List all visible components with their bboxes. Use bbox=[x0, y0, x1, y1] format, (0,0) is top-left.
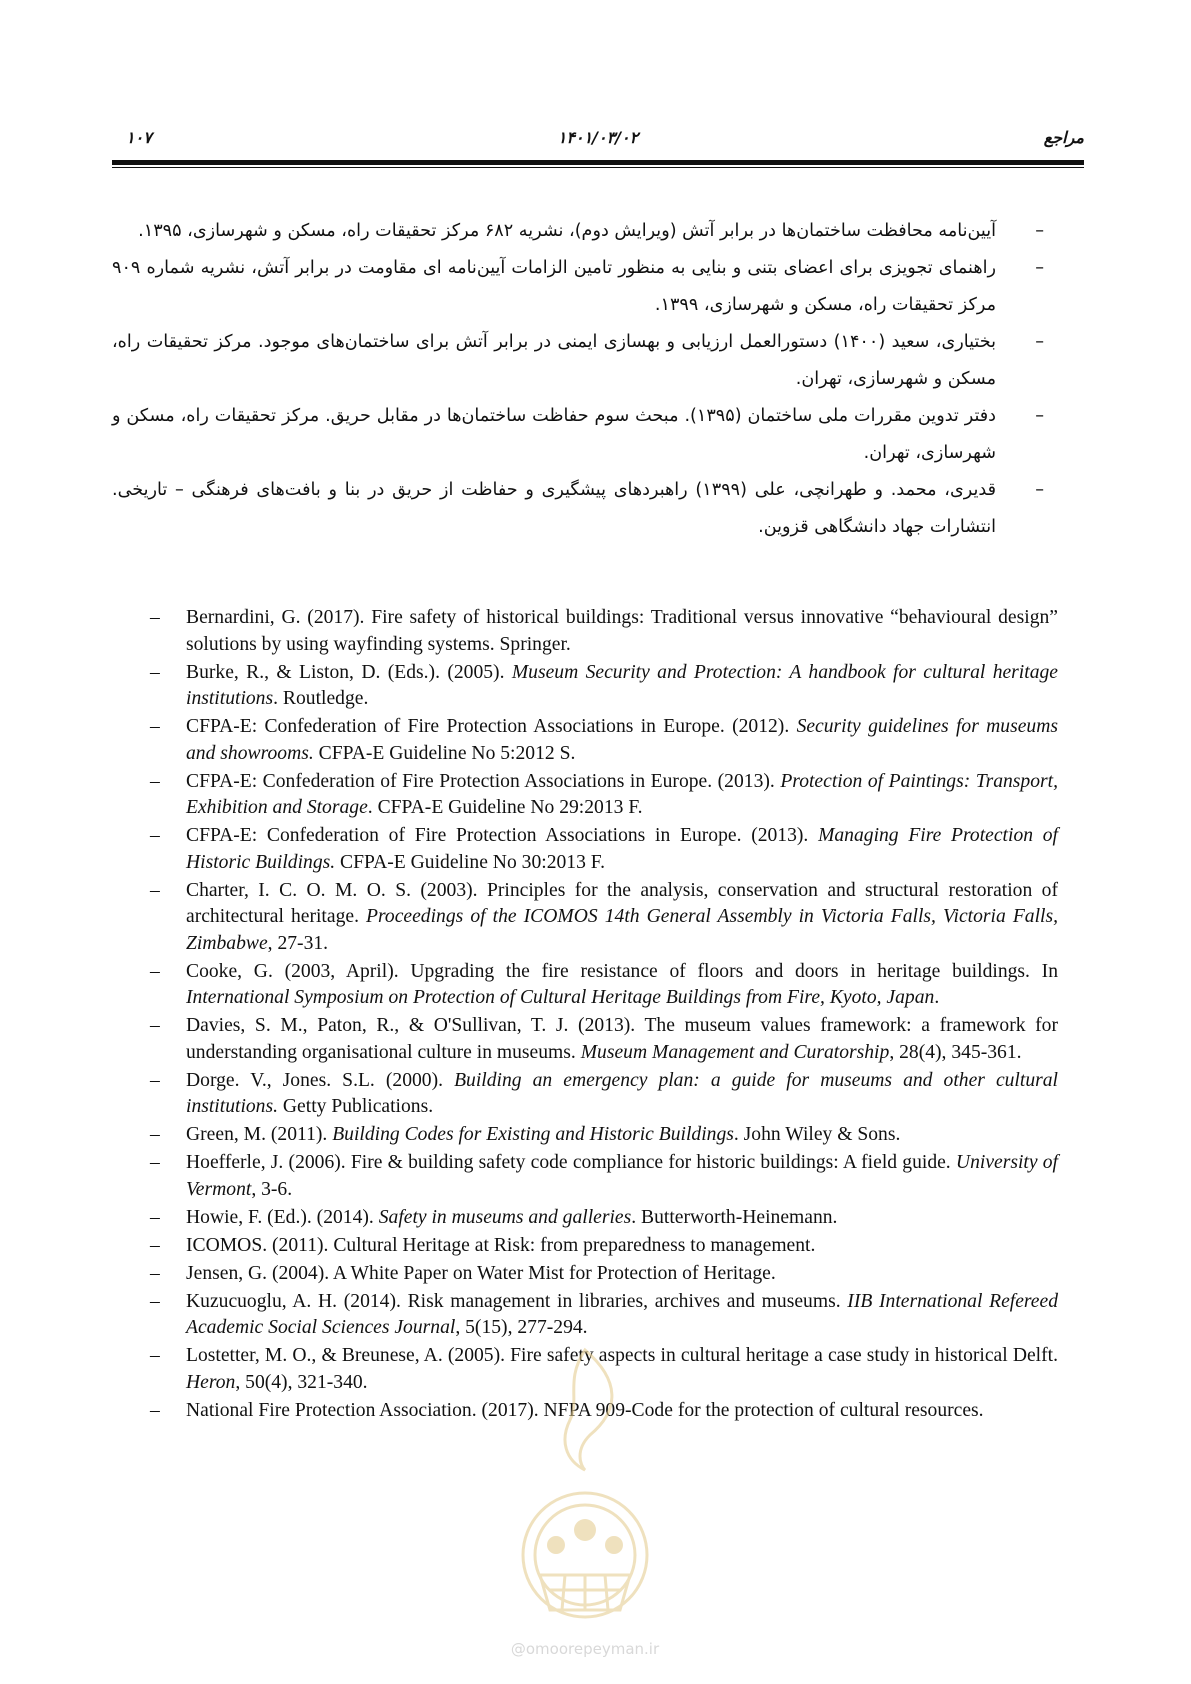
english-reference bbox=[150, 605, 1058, 658]
bullet-dash: – bbox=[150, 825, 160, 846]
english-reference bbox=[150, 878, 1058, 958]
reference-text: Jensen, G. (2004). A White Paper on Water Mist for Protection of Heritage. bbox=[186, 1262, 776, 1284]
reference-title: Proceedings of the ICOMOS 14th General Assembly in Victoria Falls, Victoria Falls, Zimbabwe bbox=[186, 906, 1059, 954]
bullet-dash: – bbox=[150, 1345, 160, 1366]
reference-tail: . John Wiley & Sons. bbox=[733, 1124, 901, 1145]
english-reference bbox=[150, 769, 1058, 822]
persian-reference bbox=[112, 324, 1044, 398]
english-reference bbox=[150, 1013, 1058, 1066]
reference-title: Building an emergency plan: a guide for museums and other cultural institutions. bbox=[186, 1069, 1058, 1117]
english-reference bbox=[150, 1122, 1058, 1149]
persian-reference bbox=[112, 250, 1044, 324]
bullet-dash: – bbox=[150, 607, 160, 628]
persian-references-list bbox=[112, 213, 1044, 546]
reference-text: قدیری، محمد. و طهرانچی، علی (۱۳۹۹) راهبردهای پیشگیری و حفاظت از حریق در بنا و بافت‌های فرهنگی – تاریخی. انتشارات جهاد دانشگاهی قزوین. bbox=[112, 480, 996, 537]
reference-tail: CFPA-E Guideline No 30:2013 F. bbox=[335, 851, 606, 873]
reference-text: ICOMOS. (2011). Cultural Heritage at Risk: from preparedness to management. bbox=[186, 1234, 816, 1256]
reference-text: Cooke, G. (2003, April). Upgrading the fire resistance of floors and doors in heritage buildings. In bbox=[186, 960, 1058, 982]
bullet-dash: – bbox=[150, 661, 160, 683]
bullet-dash: – bbox=[150, 1015, 160, 1036]
bullet-dash: – bbox=[150, 1206, 160, 1228]
reference-tail: . CFPA-E Guideline No 29:2013 F. bbox=[367, 797, 643, 818]
reference-tail: , 28(4), 345-361. bbox=[889, 1041, 1022, 1063]
english-reference bbox=[150, 959, 1058, 1012]
page-header bbox=[112, 128, 1084, 168]
watermark-url: @omoorepeyman.ir bbox=[510, 1640, 660, 1658]
reference-text: Lostetter, M. O., & Breunese, A. (2005). Fire safety aspects in cultural heritage a case study in historical Delft. bbox=[186, 1345, 1058, 1366]
english-reference bbox=[150, 1261, 1058, 1288]
reference-tail: . Routledge. bbox=[273, 688, 369, 709]
reference-text: بختیاری، سعید (۱۴۰۰) دستورالعمل ارزیابی و بهسازی ایمنی در برابر آتش برای ساختمان‌های موجود. مرکز تحقیقات راه، مسکن و شهرسازی، تهران. bbox=[112, 332, 996, 389]
reference-text: Hoefferle, J. (2006). Fire & building safety code compliance for historic buildings: A field guide. bbox=[186, 1152, 956, 1173]
bullet-dash: – bbox=[150, 1152, 160, 1173]
bullet-dash: – bbox=[150, 1262, 160, 1284]
reference-text: CFPA-E: Confederation of Fire Protection Associations in Europe. (2013). bbox=[186, 825, 819, 846]
persian-reference bbox=[112, 472, 1044, 546]
bullet-dash: – bbox=[150, 1069, 160, 1091]
reference-text: Charter, I. C. O. M. O. S. (2003). Principles for the analysis, conservation and structural restoration of architectural heritage. bbox=[186, 879, 1058, 927]
bullet-dash: – bbox=[1035, 406, 1044, 426]
persian-reference bbox=[112, 398, 1044, 472]
english-reference bbox=[150, 1289, 1058, 1342]
header-rule-thin bbox=[112, 167, 1084, 168]
header-date: ۱۴۰۱/۰۳/۰۲ bbox=[557, 128, 639, 147]
reference-tail: . bbox=[934, 987, 940, 1008]
reference-text: Burke, R., & Liston, D. (Eds.). (2005). bbox=[186, 661, 512, 683]
reference-title: Heron bbox=[186, 1371, 236, 1393]
reference-tail: . Butterworth-Heinemann. bbox=[631, 1206, 838, 1228]
english-reference bbox=[150, 1233, 1058, 1260]
bullet-dash: – bbox=[1035, 332, 1044, 352]
english-reference bbox=[150, 823, 1058, 876]
reference-title: Building Codes for Existing and Historic Buildings bbox=[332, 1124, 734, 1145]
reference-tail: , 5(15), 277-294. bbox=[455, 1317, 588, 1338]
english-reference bbox=[150, 1205, 1058, 1232]
reference-text: دفتر تدوین مقررات ملی ساختمان (۱۳۹۵). مبحث سوم حفاظت ساختمان‌ها در مقابل حریق. مرکز تحقیقات راه، مسکن و شهرسازی، تهران. bbox=[112, 406, 997, 463]
reference-text: آیین‌نامه محافظت ساختمان‌ها در برابر آتش (ویرایش دوم)، نشریه ۶۸۲ مرکز تحقیقات راه، مسکن و شهرسازی، ۱۳۹۵. bbox=[138, 221, 996, 241]
bullet-dash: – bbox=[150, 770, 160, 792]
reference-tail: Getty Publications. bbox=[278, 1096, 434, 1117]
reference-title: Security guidelines for museums and showrooms. bbox=[186, 716, 1058, 764]
reference-text: CFPA-E: Confederation of Fire Protection Associations in Europe. (2012). bbox=[186, 716, 797, 737]
reference-title: Protection of Paintings: Transport, Exhibition and Storage bbox=[186, 770, 1058, 818]
bullet-dash: – bbox=[150, 1290, 160, 1312]
header-rule-thick bbox=[112, 160, 1084, 165]
reference-tail: , 3-6. bbox=[251, 1178, 293, 1200]
bullet-dash: – bbox=[1035, 258, 1044, 278]
reference-text: Green, M. (2011). bbox=[186, 1124, 333, 1145]
bullet-dash: – bbox=[150, 1124, 160, 1145]
reference-tail: CFPA-E Guideline No 5:2012 S. bbox=[313, 742, 576, 764]
english-reference bbox=[150, 660, 1058, 713]
reference-text: راهنمای تجویزی برای اعضای بتنی و بنایی به منظور تامین الزامات آیین‌نامه ای مقاومت در برابر آتش، نشریه شماره ۹۰۹ مرکز تحقیقات راه، مسکن و شهرسازی، ۱۳۹۹. bbox=[112, 258, 996, 315]
reference-title: Safety in museums and galleries bbox=[378, 1206, 632, 1228]
bullet-dash: – bbox=[150, 716, 160, 737]
seal-emblem-icon bbox=[470, 1340, 700, 1630]
bullet-dash: – bbox=[150, 1399, 160, 1421]
reference-text: Bernardini, G. (2017). Fire safety of historical buildings: Traditional versus innovative “behavioural design” solutions by using wayfinding systems. Springer. bbox=[186, 607, 1058, 655]
reference-text: Davies, S. M., Paton, R., & O'Sullivan, T. J. (2013). The museum values framework: a framework for understanding organisational culture in museums. bbox=[186, 1015, 1058, 1063]
reference-title: University of Vermont bbox=[186, 1152, 1058, 1200]
reference-title: International Symposium on Protection of Cultural Heritage Buildings from Fire, Kyoto, Japan bbox=[186, 987, 935, 1008]
reference-text: Howie, F. (Ed.). (2014). bbox=[186, 1206, 379, 1228]
bullet-dash: – bbox=[150, 960, 160, 982]
reference-title: Managing Fire Protection of Historic Buildings. bbox=[186, 825, 1058, 873]
bullet-dash: – bbox=[150, 1234, 160, 1256]
bullet-dash: – bbox=[1035, 480, 1044, 500]
watermark-seal bbox=[470, 1340, 700, 1670]
reference-title: IIB International Refereed Academic Social Sciences Journal bbox=[186, 1290, 1058, 1338]
persian-reference bbox=[112, 213, 1044, 250]
page-number: ۱۰۷ bbox=[126, 128, 152, 147]
english-reference bbox=[150, 1068, 1058, 1121]
reference-text: Dorge. V., Jones. S.L. (2000). bbox=[186, 1069, 455, 1091]
english-reference bbox=[150, 1150, 1058, 1203]
reference-text: National Fire Protection Association. (2017). NFPA 909-Code for the protection of cultural resources. bbox=[186, 1399, 984, 1421]
reference-text: CFPA-E: Confederation of Fire Protection Associations in Europe. (2013). bbox=[186, 770, 781, 792]
reference-title: Museum Security and Protection: A handbook for cultural heritage institutions bbox=[186, 661, 1058, 709]
bullet-dash: – bbox=[150, 879, 160, 901]
reference-tail: , 27-31. bbox=[267, 932, 329, 954]
reference-title: Museum Management and Curatorship bbox=[580, 1041, 890, 1063]
english-references-list bbox=[150, 605, 1058, 1426]
section-title: مراجع bbox=[1043, 128, 1084, 147]
english-reference bbox=[150, 714, 1058, 767]
reference-tail: , 50(4), 321-340. bbox=[235, 1371, 368, 1393]
reference-text: Kuzucuoglu, A. H. (2014). Risk management in libraries, archives and museums. bbox=[186, 1290, 848, 1312]
bullet-dash: – bbox=[1035, 221, 1044, 241]
